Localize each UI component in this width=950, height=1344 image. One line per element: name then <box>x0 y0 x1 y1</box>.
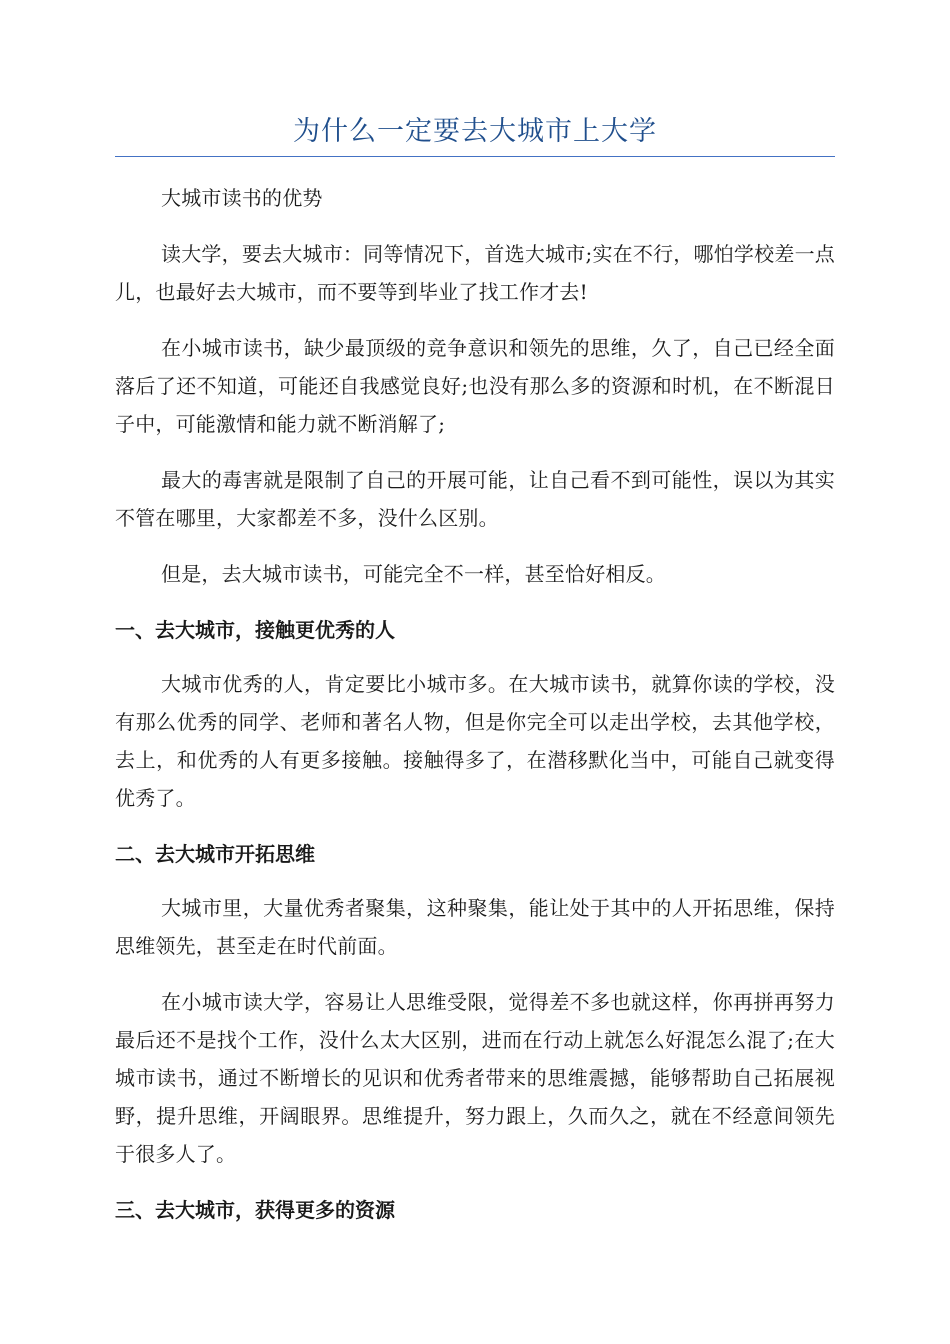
document-page <box>115 110 835 1245</box>
document-title: 为什么一定要去大城市上大学 <box>293 116 657 147</box>
section-heading-2: 二、去大城市开拓思维 <box>115 842 315 866</box>
title-underline <box>115 156 835 157</box>
paragraph: 读大学，要去大城市：同等情况下，首选大城市;实在不行，哪怕学校差一点儿，也最好去大城市，而不要等到毕业了找工作才去! <box>115 242 835 304</box>
paragraph: 在小城市读大学，容易让人思维受限，觉得差不多也就这样，你再拼再努力最后还不是找个工作，没什么太大区别，进而在行动上就怎么好混怎么混了;在大城市读书，通过不断增长的见识和优秀者带来的思维震撼，能够帮助自己拓展视野，提升思维，开阔眼界。思维提升，努力跟上，久而久之，就在不经意间领先于很多人了。 <box>115 990 835 1166</box>
paragraph: 最大的毒害就是限制了自己的开展可能，让自己看不到可能性，误以为其实不管在哪里，大家都差不多，没什么区别。 <box>115 468 835 530</box>
paragraph: 在小城市读书，缺少最顶级的竞争意识和领先的思维，久了，自己已经全面落后了还不知道，可能还自我感觉良好;也没有那么多的资源和时机，在不断混日子中，可能激情和能力就不断消解了; <box>115 336 835 436</box>
section-heading-1: 一、去大城市，接触更优秀的人 <box>115 618 395 642</box>
paragraph: 大城市优秀的人，肯定要比小城市多。在大城市读书，就算你读的学校，没有那么优秀的同学、老师和著名人物，但是你完全可以走出学校，去其他学校，去上，和优秀的人有更多接触。接触得多了，在潜移默化当中，可能自己就变得优秀了。 <box>115 672 835 810</box>
section-heading-3: 三、去大城市，获得更多的资源 <box>115 1198 395 1222</box>
paragraph: 大城市里，大量优秀者聚集，这种聚集，能让处于其中的人开拓思维，保持思维领先，甚至走在时代前面。 <box>115 896 835 958</box>
paragraph: 但是，去大城市读书，可能完全不一样，甚至恰好相反。 <box>161 562 666 586</box>
paragraph-intro-label: 大城市读书的优势 <box>161 186 323 210</box>
